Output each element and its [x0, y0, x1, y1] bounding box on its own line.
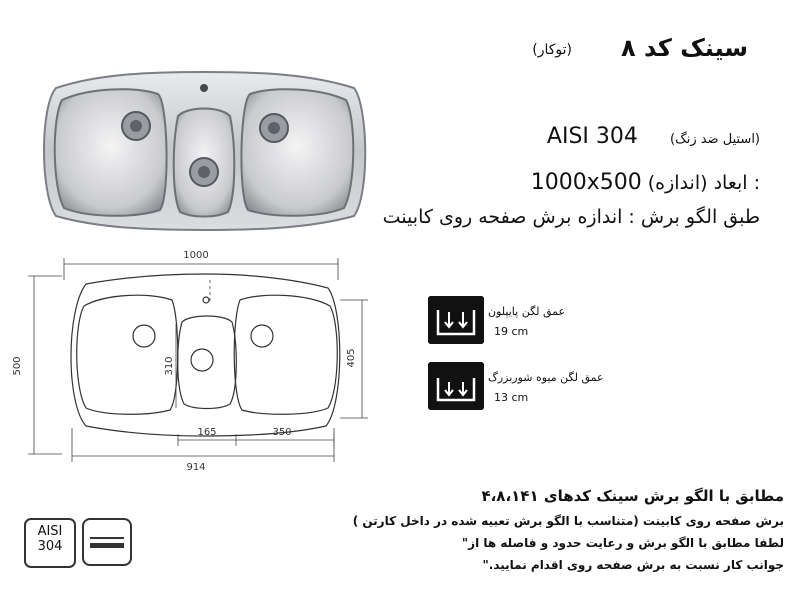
material-label: (استیل ضد زنگ): [670, 132, 760, 147]
drawing-left-bowl: [77, 295, 178, 414]
page-subtitle: (توکار): [532, 42, 572, 58]
depth-label-2: عمق لگن میوه شوربزرگ: [488, 371, 604, 384]
dim-width-label: 1000: [183, 250, 209, 261]
drawing-drain-middle: [191, 349, 213, 371]
technical-drawing: [0, 240, 380, 480]
left-bowl: [55, 89, 167, 216]
note-title: مطابق با الگو برش سینک کدهای ۴،۸،۱۴۱: [481, 487, 784, 505]
drain-right: [260, 114, 288, 142]
drawing-right-bowl: [234, 295, 337, 414]
dim-large-bowl-width-label: 350: [272, 427, 292, 438]
note-line: جوانب کار نسبت به برش صفحه روی اقدام نمایید.": [482, 558, 784, 572]
dim-small-bowl-height-label: 310: [164, 356, 175, 376]
depth-label-1: عمق لگن پایپلون: [488, 305, 566, 318]
depth-value-2: 13 cm: [494, 391, 529, 404]
dim-small-bowl-width-label: 165: [197, 427, 217, 438]
material-badge: [24, 518, 76, 568]
sink-photo: [38, 66, 372, 236]
dim-bowl-height-label: 405: [346, 348, 357, 368]
tap-hole: [200, 84, 208, 92]
material-badge-line1: AISI: [37, 524, 63, 539]
drawing-tap-hole: [203, 297, 209, 303]
material-badge-line2: 304: [37, 539, 63, 554]
dim-height-label: 500: [12, 356, 23, 376]
note-line: لطفا مطابق با الگو برش و رعایت حدود و فاصله ها از": [461, 536, 784, 550]
depth-icon-1: [428, 296, 484, 344]
drawing-outline: [71, 274, 340, 436]
note-line: برش صفحه روی کابینت (متناسب با الگو برش تعبیه شده در داخل کارتن ): [352, 514, 784, 528]
thickness-icon: [82, 518, 132, 566]
spec-material: [547, 124, 760, 149]
dim-bowls-span-label: 914: [186, 462, 206, 473]
drawing-middle-bowl: [178, 316, 237, 409]
drain-middle: [190, 158, 218, 186]
page-title: سینک کد ۸: [621, 34, 748, 62]
material-value: AISI 304: [546, 124, 638, 149]
right-bowl: [241, 89, 353, 216]
dimensions-value: 1000x500: [530, 170, 642, 195]
drawing-drain-right: [251, 325, 273, 347]
drawing-drain-left: [133, 325, 155, 347]
dimensions-label: : ابعاد (اندازه): [647, 172, 760, 194]
drain-left: [122, 112, 150, 140]
spec-dimensions: [531, 170, 760, 195]
depth-value-1: 19 cm: [494, 325, 529, 338]
spec-cutout: طبق الگو برش : اندازه برش صفحه روی کابینت: [382, 206, 760, 228]
depth-icon-2: [428, 362, 484, 410]
